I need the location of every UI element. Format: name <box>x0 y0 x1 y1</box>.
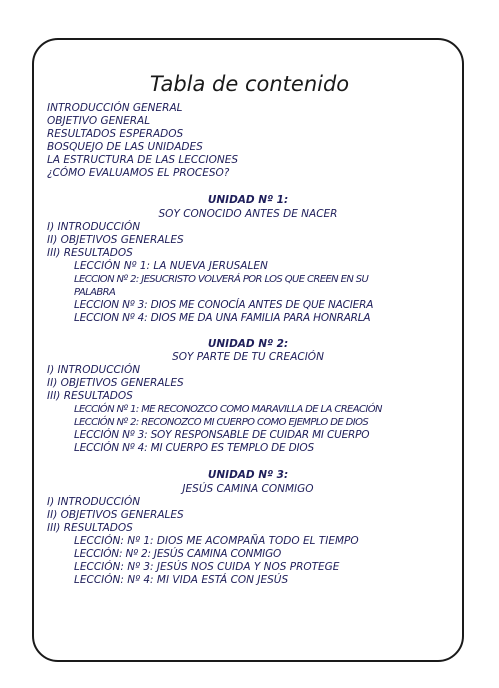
unit-2-lesson: LECCIÓN Nº 4: MI CUERPO ES TEMPLO DE DIOS <box>74 442 314 454</box>
unit-1-lesson: LECCION Nº 3: DIOS ME CONOCÍA ANTES DE QUE NACIERA <box>74 299 374 311</box>
unit-2-section: I) INTRODUCCIÓN <box>47 364 141 376</box>
unit-1-section: I) INTRODUCCIÓN <box>47 221 141 233</box>
unit-1-heading: UNIDAD Nº 1: <box>207 194 289 206</box>
toc-intro-item: INTRODUCCIÓN GENERAL <box>47 102 183 114</box>
unit-2-heading: UNIDAD Nº 2: <box>207 338 289 350</box>
unit-1-section: III) RESULTADOS <box>47 247 133 259</box>
unit-1-subtitle: SOY CONOCIDO ANTES DE NACER <box>158 208 338 220</box>
unit-2-subtitle: SOY PARTE DE TU CREACIÓN <box>172 351 324 363</box>
unit-1-section: II) OBJETIVOS GENERALES <box>47 234 184 246</box>
unit-2-lesson: LECCIÓN Nº 1: ME RECONOZCO COMO MARAVILLA DE LA CREACIÓN <box>74 404 382 415</box>
unit-3-section: III) RESULTADOS <box>47 522 133 534</box>
unit-2-section: II) OBJETIVOS GENERALES <box>47 377 184 389</box>
unit-3-lesson: LECCIÓN: Nº 4: MI VIDA ESTÁ CON JESÚS <box>74 574 289 586</box>
unit-1-lesson: LECCION Nº 2: JESUCRISTO VOLVERÁ POR LOS QUE CREEN EN SU <box>74 274 369 285</box>
unit-1-lesson: LECCION Nº 4: DIOS ME DA UNA FAMILIA PARA HONRARLA <box>74 312 371 324</box>
unit-2-lesson: LECCIÓN Nº 3: SOY RESPONSABLE DE CUIDAR MI CUERPO <box>74 429 370 441</box>
unit-2-lesson: LECCIÓN Nº 2: RECONOZCO MI CUERPO COMO EJEMPLO DE DIOS <box>74 417 369 428</box>
unit-3-subtitle: JESÚS CAMINA CONMIGO <box>182 483 314 495</box>
unit-3-lesson: LECCIÓN: Nº 3: JESÚS NOS CUIDA Y NOS PROTEGE <box>74 561 340 573</box>
unit-1-lesson: LECCIÓN Nº 1: LA NUEVA JERUSALEN <box>74 260 268 272</box>
toc-intro-item: RESULTADOS ESPERADOS <box>47 128 184 140</box>
unit-3-lesson: LECCIÓN: Nº 1: DIOS ME ACOMPAÑA TODO EL TIEMPO <box>74 535 359 547</box>
unit-3-section: II) OBJETIVOS GENERALES <box>47 509 184 521</box>
unit-3-heading: UNIDAD Nº 3: <box>207 469 289 481</box>
unit-1-lesson-continued: PALABRA <box>74 287 116 298</box>
unit-3-lesson: LECCIÓN: Nº 2: JESÚS CAMINA CONMIGO <box>74 548 282 560</box>
toc-intro-item: ¿CÓMO EVALUAMOS EL PROCESO? <box>47 167 230 179</box>
toc-intro-item: LA ESTRUCTURA DE LAS LECCIONES <box>47 154 239 166</box>
page-title: Tabla de contenido <box>149 72 350 96</box>
unit-3-section: I) INTRODUCCIÓN <box>47 496 141 508</box>
unit-2-section: III) RESULTADOS <box>47 390 133 402</box>
toc-intro-item: BOSQUEJO DE LAS UNIDADES <box>47 141 203 153</box>
toc-intro-item: OBJETIVO GENERAL <box>47 115 151 127</box>
